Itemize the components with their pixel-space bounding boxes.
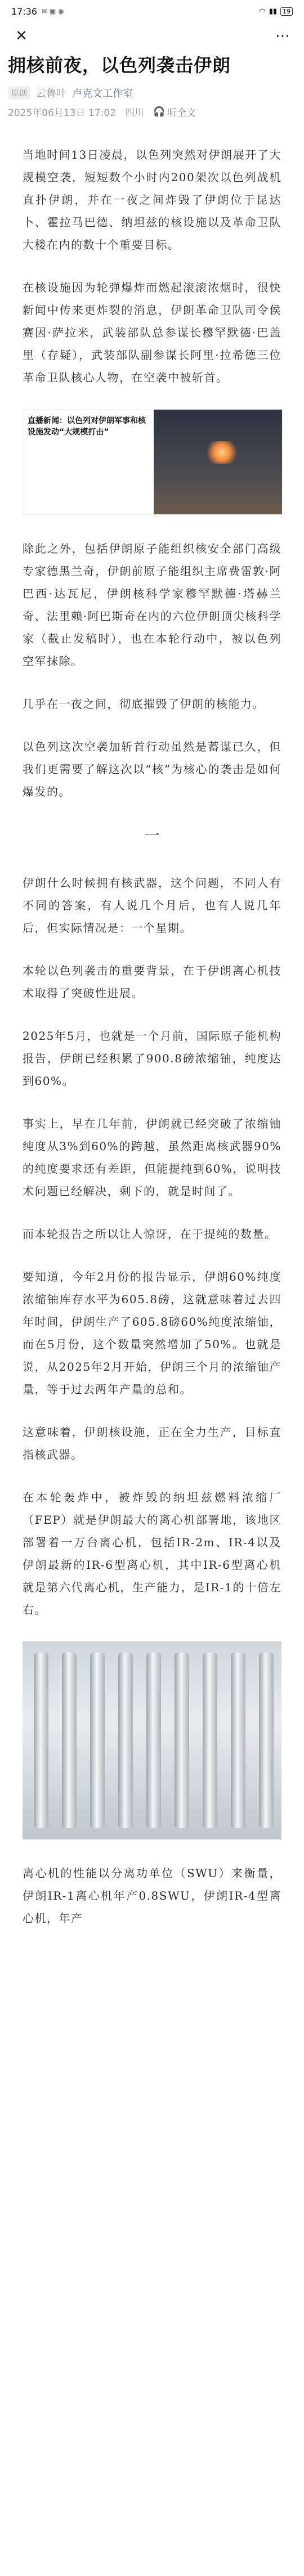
- paragraph: 要知道，今年2月份的报告显示，伊朗60%纯度浓缩铀库存水平为605.8磅，这就意味着过去四年时间，伊朗生产了605.8磅60%纯度浓缩铀，而在5月份，这个数量突然增加了50%。也就是说，从2025年2月开始，伊朗三个月的浓缩铀产量，等于过去两年产量的总和。: [23, 1270, 281, 1396]
- centrifuge-tube: [203, 1653, 217, 1828]
- centrifuge-tube: [34, 1653, 48, 1828]
- author-row: [0, 86, 304, 100]
- channel-link[interactable]: 卢克文工作室: [72, 88, 133, 100]
- section-divider: 一: [144, 826, 160, 845]
- news-image[interactable]: [23, 409, 283, 515]
- publish-location: 四川: [124, 107, 144, 119]
- paragraph: 在核设施因为轮弹爆炸而燃起滚滚浓烟时，很快新闻中传来更炸裂的消息，伊朗革命卫队司令侯赛因·萨拉米，武装部队总参谋长穆罕默德·巴盖里（存疑），武装部队副参谋长阿里·拉希德三位革命卫队核心人物，在空袭中被斩首。: [23, 281, 281, 384]
- centrifuge-tube: [259, 1653, 274, 1828]
- paragraph: 几乎在一夜之间，彻底摧毁了伊朗的核能力。: [23, 697, 265, 711]
- paragraph: 在本轮轰炸中，被炸毁的纳坦兹燃料浓缩厂（FEP）就是伊朗最大的离心机部署地，该地区部署着一万台离心机，包括IR-2m、IR-4以及伊朗最新的IR-6型离心机，其中IR-6型离心机就是第六代离心机，生产能力，是IR-1的十倍左右。: [23, 1491, 281, 1617]
- centrifuge-tube: [118, 1653, 133, 1828]
- paragraph: 离心机的性能以分离功单位（SWU）来衡量，伊朗IR-1离心机年产0.8SWU，伊朗IR-4型离心机，年产: [23, 1866, 281, 1925]
- wifi-icon: ◠: [259, 7, 266, 16]
- original-tag: 原创: [8, 86, 30, 100]
- close-icon[interactable]: ✕: [15, 28, 28, 44]
- paragraph: 2025年5月，也就是一个月前，国际原子能机构报告，伊朗已经积累了900.8磅浓缩铀，纯度达到60%。: [23, 1029, 281, 1088]
- article-title: 拥核前夜，以色列袭击伊朗: [8, 55, 231, 76]
- centrifuge-tube: [90, 1653, 105, 1828]
- paragraph: 当地时间13日凌晨，以色列突然对伊朗展开了大规模空袭，短短数个小时内200架次以色列战机直扑伊朗，并在一夜之间炸毁了伊朗位于昆达卜、霍拉马巴德、纳坦兹的核设施以及革命卫队大楼在内的数十个重要目标。: [23, 148, 281, 252]
- publish-date: 2025年06月13日 17:02: [8, 107, 116, 119]
- news-image-caption-panel: [23, 410, 154, 514]
- more-icon[interactable]: ⋯: [275, 28, 290, 44]
- centrifuge-tube: [231, 1653, 245, 1828]
- paragraph: 本轮以色列袭击的重要背景，在于伊朗离心机技术取得了突破性进展。: [23, 964, 281, 1000]
- paragraph: 事实上，早在几年前，伊朗就已经突破了浓缩铀纯度从3%到60%的跨越，虽然距离核武器90%的纯度要求还有差距，但能提纯到60%，说明技术问题已经解决，剩下的，就是时间了。: [23, 1117, 281, 1198]
- centrifuge-tube: [62, 1653, 77, 1828]
- paragraph: 伊朗什么时候拥有核武器，这个问题，不同人有不同的答案，有人说几个月后，也有人说几年后，但实际情况是：一个星期。: [23, 876, 281, 935]
- top-nav: [0, 23, 304, 50]
- article-body: [0, 119, 304, 1929]
- author-name[interactable]: 云鲁叶: [36, 88, 66, 100]
- news-image-caption: 直播新闻：以色列对伊朗军事和核设施发动“大规模打击”: [28, 416, 146, 437]
- centrifuge-photo[interactable]: [23, 1641, 281, 1839]
- explosion-photo: [154, 410, 282, 514]
- date-row: [0, 100, 304, 119]
- status-time: 17:36: [11, 6, 38, 17]
- headphone-icon: 🎧: [153, 106, 166, 118]
- paragraph: 而本轮报告之所以让人惊讶，在于提纯的数量。: [23, 1227, 277, 1241]
- centrifuge-tube: [175, 1653, 189, 1828]
- signal-icon: ▮▮: [269, 7, 277, 16]
- paragraph: 这意味着，伊朗核设施，正在全力生产，目标直指核武器。: [23, 1425, 281, 1461]
- battery-icon: 19: [280, 7, 293, 16]
- centrifuge-tube: [146, 1653, 161, 1828]
- listen-label: 听全文: [167, 107, 196, 119]
- listen-button[interactable]: [153, 105, 196, 119]
- notification-icon: ✉ ▣ ◉: [42, 7, 64, 15]
- paragraph: 以色列这次空袭加斩首行动虽然是蓄谋已久，但我们更需要了解这次以“核”为核心的袭击是如何爆发的。: [23, 740, 281, 798]
- paragraph: 除此之外，包括伊朗原子能组织核安全部门高级专家德黑兰奇，伊朗前原子能组织主席费雷敦·阿巴西·达瓦尼，伊朗核科学家穆罕默德·塔赫兰奇、法里赖·阿巴斯奇在内的六位伊朗顶尖核科学家（截止发稿时），也在本轮行动中，被以色列空军抹除。: [23, 542, 281, 668]
- status-bar: [0, 0, 304, 23]
